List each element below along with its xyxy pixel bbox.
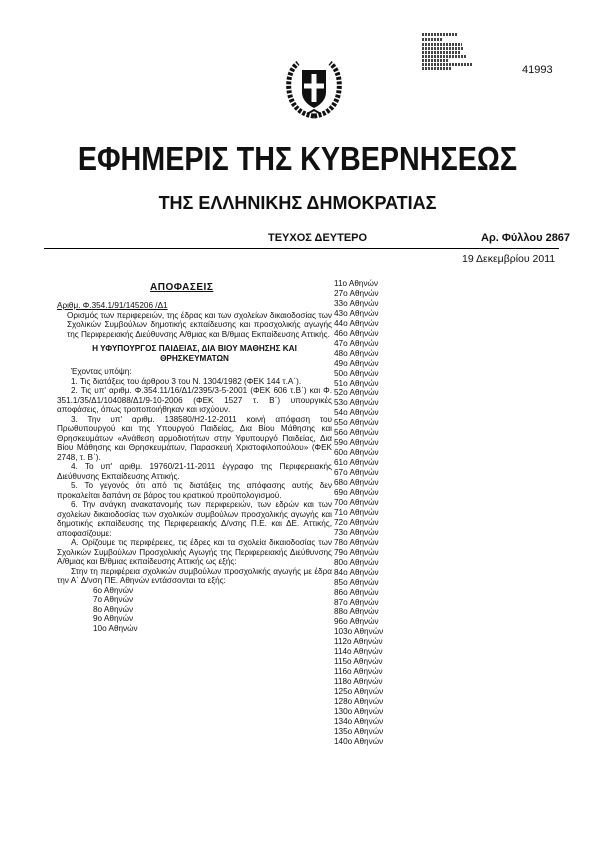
list-item: 27ο Αθηνών xyxy=(334,288,379,298)
list-item: 69ο Αθηνών xyxy=(334,488,379,498)
list-item: 43ο Αθηνών xyxy=(334,308,379,318)
list-item: 72ο Αθηνών xyxy=(334,517,379,527)
list-item: 140ο Αθηνών xyxy=(334,736,384,746)
list-item: 78ο Αθηνών xyxy=(334,537,379,547)
printing-stamp xyxy=(422,33,484,70)
list-item: 55ο Αθηνών xyxy=(334,418,379,428)
list-item: 10ο Αθηνών xyxy=(93,623,138,633)
list-item: 112ο Αθηνών xyxy=(334,637,383,647)
left-column xyxy=(57,301,332,633)
list-item: 128ο Αθηνών xyxy=(334,697,384,707)
list-item: 118ο Αθηνών xyxy=(334,677,383,687)
list-item: 50ο Αθηνών xyxy=(334,368,379,378)
list-item: 8ο Αθηνών xyxy=(93,604,134,614)
list-item: 44ο Αθηνών xyxy=(334,318,379,328)
list-item: 11ο Αθηνών xyxy=(334,279,379,288)
greek-emblem-icon xyxy=(285,58,343,120)
list-item: 87ο Αθηνών xyxy=(334,597,379,607)
authority-heading: Η ΥΦΥΠΟΥΡΓΟΣ ΠΑΙΔΕΙΑΣ, ΔΙΑ ΒΙΟΥ ΜΑΘΗΣΗΣ ΚΑΙ ΘΡΗΣΚΕΥΜΑΤΩΝ xyxy=(92,344,297,363)
list-item: 116ο Αθηνών xyxy=(334,667,383,677)
list-item: 70ο Αθηνών xyxy=(334,497,379,507)
list-item: 61ο Αθηνών xyxy=(334,458,379,468)
header-divider xyxy=(44,248,559,249)
decision-number: Αριθμ. Φ.354.1/91/145206 /Δ1 xyxy=(57,301,168,310)
list-item: 135ο Αθηνών xyxy=(334,726,384,736)
decision-title: Ορισμός των περιφερειών, της έδρας και των σχολείων δικαιοδοσίας των Σχολικών Συμβούλων δημοτικής εκπαίδευσης και προσχολικής αγωγής της Περιφερειακής Διεύθυνσης Α/θμιας και Β/θμιας Εκπαίδευσης Αττικής. xyxy=(67,310,332,339)
list-item: 130ο Αθηνών xyxy=(334,706,384,716)
list-item: 52ο Αθηνών xyxy=(334,388,379,398)
list-item: 103ο Αθηνών xyxy=(334,627,384,637)
gazette-title: ΕΦΗΜΕΡΙΣ ΤΗΣ ΚΥΒΕΡΝΗΣΕΩΣ xyxy=(77,140,518,177)
page-number: 41993 xyxy=(522,64,553,76)
sheet-number: Αρ. Φύλλου 2867 xyxy=(481,232,571,244)
issue-label: ΤΕΥΧΟΣ ΔΕΥΤΕΡΟ xyxy=(268,232,368,244)
list-item: 59ο Αθηνών xyxy=(334,438,379,448)
list-item: 96ο Αθηνών xyxy=(334,617,379,627)
list-item: 79ο Αθηνών xyxy=(334,547,379,557)
list-item: 48ο Αθηνών xyxy=(334,348,379,358)
list-item: 134ο Αθηνών xyxy=(334,716,384,726)
list-item: 51ο Αθηνών xyxy=(334,378,379,388)
decisions-heading: ΑΠΟΦΑΣΕΙΣ xyxy=(150,282,214,293)
paragraph-item: 3. Την υπ' αριθμ. 138580/Η2-12-2011 κοινή απόφαση του Πρωθυπουργού και της Υπουργού Παιδείας, Δια Βίου Μάθησης και Θρησκευμάτων «Ανάθεση αρμοδιοτήτων στην Υφυπουργό Παιδείας, Δια Βίου Μάθησης και Θρησκευμάτων, Παρασκευή Χριστοφιλοπούλου» (ΦΕΚ 2748, τ. Β΄). xyxy=(57,414,332,462)
paragraph-item: 4. Το υπ' αριθμ. 19760/21-11-2011 έγγραφο της Περιφερειακής Διεύθυνσης Εκπαίδευσης Αττικής. xyxy=(57,462,332,481)
paragraph-b: Στην τη περιφέρεια σχολικών συμβούλων προσχολικής αγωγής με έδρα την Α΄ Δ/νση ΠΕ. Αθηνών εντάσσονται τα εξής: xyxy=(57,566,332,585)
list-item: 115ο Αθηνών xyxy=(334,657,383,667)
list-item: 6ο Αθηνών xyxy=(93,585,134,595)
gazette-subtitle: ΤΗΣ ΕΛΛΗΝΙΚΗΣ ΔΗΜΟΚΡΑΤΙΑΣ xyxy=(158,193,437,213)
list-item: 53ο Αθηνών xyxy=(334,398,379,408)
list-item: 85ο Αθηνών xyxy=(334,577,379,587)
list-item: 67ο Αθηνών xyxy=(334,468,379,478)
paragraph-item: 5. Το γεγονός ότι από τις διατάξεις της απόφασης αυτής δεν προκαλείται δαπάνη σε βάρος του κρατικού προϋπολογισμού. xyxy=(57,481,332,500)
list-item: 73ο Αθηνών xyxy=(334,527,379,537)
list-item: 9ο Αθηνών xyxy=(93,614,134,623)
list-item: 88ο Αθηνών xyxy=(334,607,379,617)
list-item: 84ο Αθηνών xyxy=(334,567,379,577)
list-item: 33ο Αθηνών xyxy=(334,298,379,308)
right-column-list xyxy=(334,279,404,747)
list-item: 47ο Αθηνών xyxy=(334,338,379,348)
list-item: 86ο Αθηνών xyxy=(334,587,379,597)
list-item: 80ο Αθηνών xyxy=(334,557,379,567)
list-item: 46ο Αθηνών xyxy=(334,328,379,338)
publication-date: 19 Δεκεμβρίου 2011 xyxy=(462,253,556,265)
list-item: 60ο Αθηνών xyxy=(334,448,379,458)
list-item: 7ο Αθηνών xyxy=(93,595,134,604)
paragraph-item: 6. Την ανάγκη ανακατανομής των περιφερειών, των εδρών και των σχολείων δικαιοδοσίας των σχολικών συμβούλων προσχολικής αγωγής και δημοτικής εκπαίδευσης της Περιφερειακής Δ/νσης Π.Ε. και ΔΕ. Αττικής, αποφασίζουμε: xyxy=(57,500,332,538)
paragraph-item: 1. Τις διατάξεις του άρθρου 3 του Ν. 1304/1982 (ΦΕΚ 144 τ.Α΄). xyxy=(71,376,302,386)
list-item: 49ο Αθηνών xyxy=(334,358,379,368)
list-item: 56ο Αθηνών xyxy=(334,428,379,438)
list-item: 114ο Αθηνών xyxy=(334,647,383,657)
list-item: 68ο Αθηνών xyxy=(334,478,379,488)
list-item: 71ο Αθηνών xyxy=(334,507,379,517)
paragraph-a: Α. Ορίζουμε τις περιφέρειες, τις έδρες και τα σχολεία δικαιοδοσίας των Σχολικών Συμβούλων Προσχολικής Αγωγής της Περιφερειακής Διεύθυνσης Α/θμιας και Β/θμιας εκπαίδευσης Αττικής ως εξής: xyxy=(57,538,332,566)
list-item: 54ο Αθηνών xyxy=(334,408,379,418)
list-item: 125ο Αθηνών xyxy=(334,687,384,697)
considering-label: Έχοντας υπόψη: xyxy=(71,367,132,376)
paragraph-item: 2. Τις υπ' αριθμ. Φ.354.11/16/Δ1/2395/3-5-2001 (ΦΕΚ 606 τ.Β΄) και Φ. 351.1/35/Δ1/104088/Δ1/9-10-2006 (ΦΕΚ 1527 τ. Β΄) υπουργικές αποφάσεις, όπως τροποποιήθηκαν και ισχύουν. xyxy=(57,386,332,414)
